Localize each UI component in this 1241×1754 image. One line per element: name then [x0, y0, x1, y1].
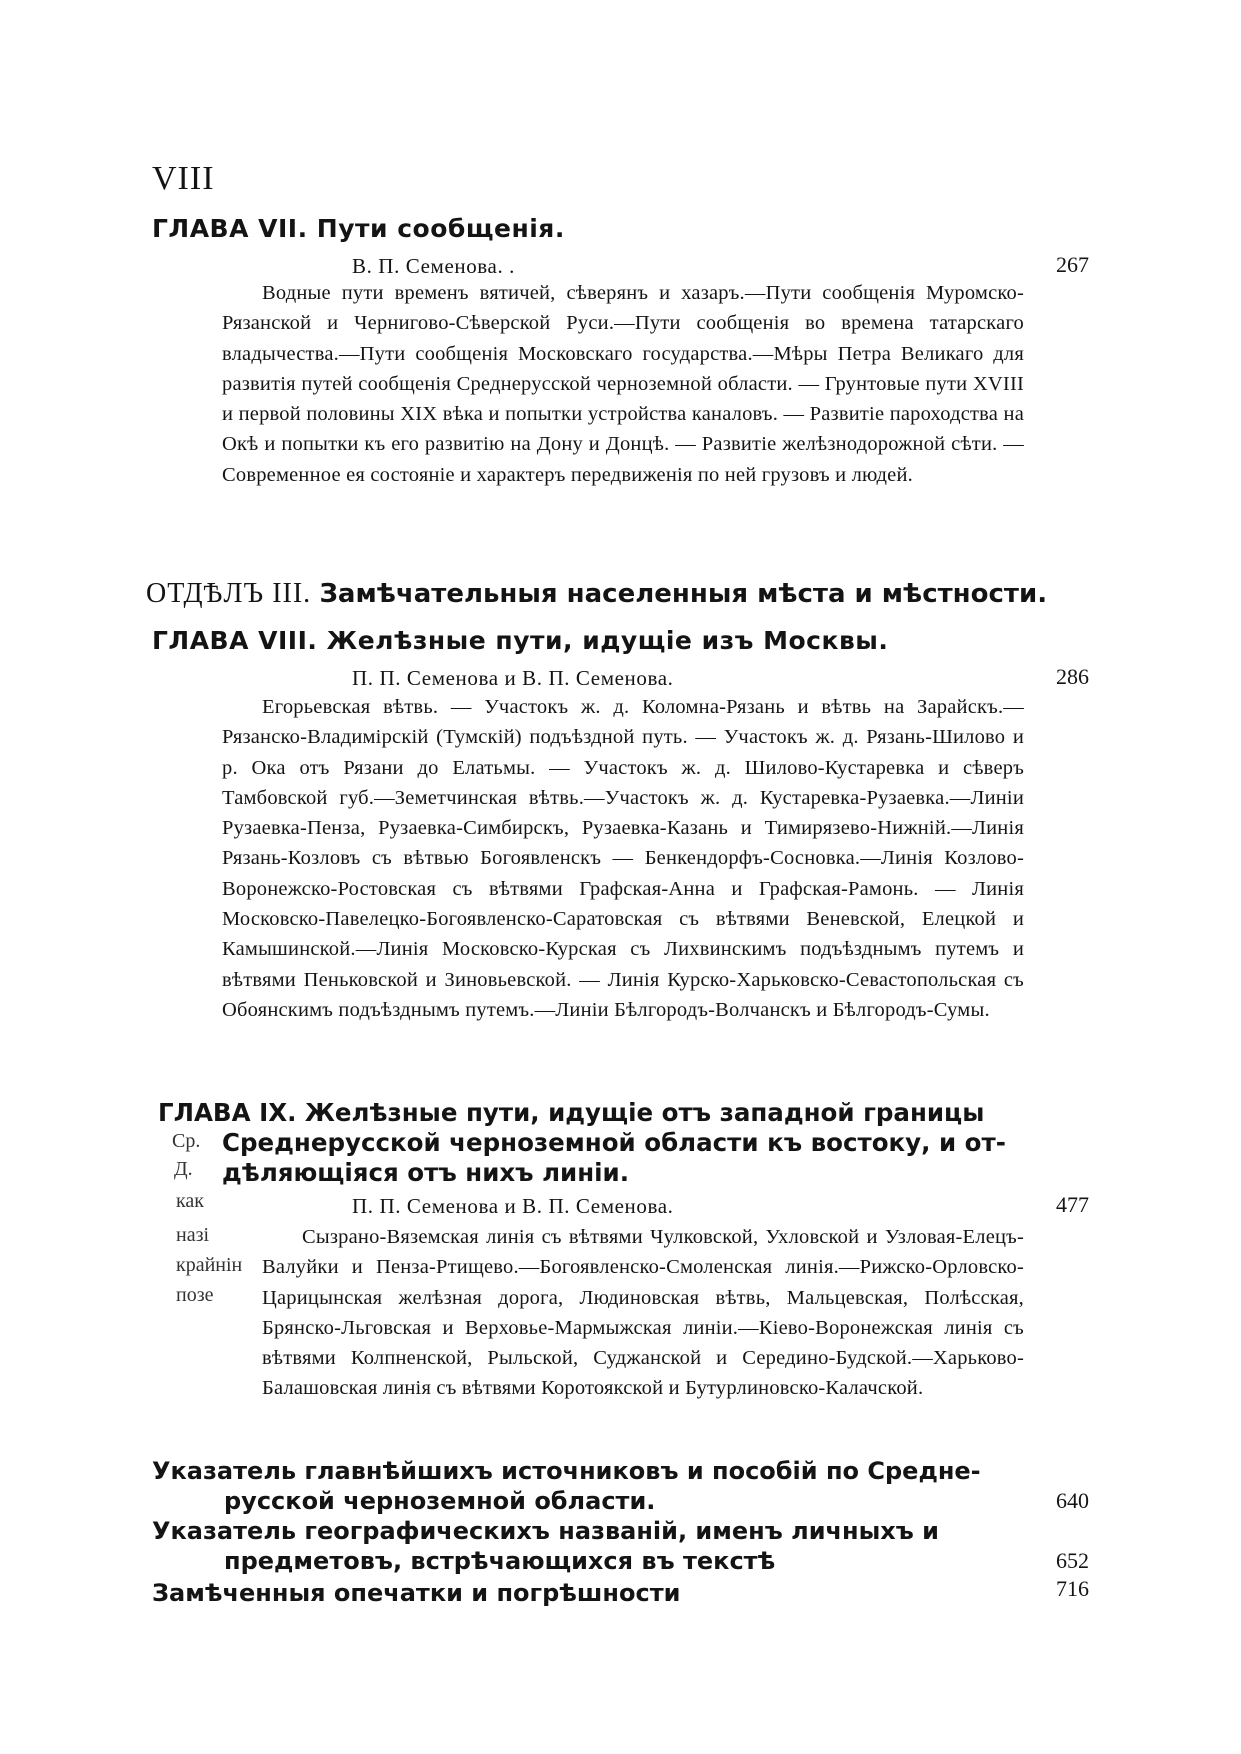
section-3-title: Замѣчательныя населенныя мѣста и мѣстности. — [319, 579, 1048, 609]
chapter-9-abstract — [262, 1222, 1024, 1404]
index-entry-sources-page: 640 — [1056, 1488, 1089, 1513]
margin-note-3: как — [176, 1190, 205, 1212]
margin-note-5: крайнін — [176, 1254, 243, 1276]
margin-note-4: назі — [176, 1224, 210, 1246]
chapter-8-page: 286 — [1056, 664, 1089, 689]
margin-note-6: позе — [176, 1284, 214, 1306]
page-number-roman: VIII — [152, 160, 215, 197]
index-entry-names-page: 652 — [1056, 1548, 1089, 1573]
chapter-7-abstract-text: Водные пути временъ вятичей, сѣверянъ и хазаръ.—Пути сообщенія Муромско-Рязанской и Черниговo-Сѣверской Руси.—Пути сообщенія во времена татарскаго владычества.—Пути сообщенія Московскаго государства.—Мѣры Петра Великаго для развитія путей сообщенія Среднерусской черноземной области. — Грунтовые пути XVIII и первой половины XIX вѣка и попытки устройства каналовъ. — Развитіе пароходства на Окѣ и попытки къ его развитію на Дону и Донцѣ. — Развитіе желѣзнодорожной сѣти. — Современное ея состояніе и характеръ передвиженія по ней грузовъ и людей. — [222, 282, 1024, 486]
chapter-9-page: 477 — [1056, 1192, 1089, 1217]
chapter-8-abstract-text: Егорьевская вѣтвь. — Участокъ ж. д. Коломна-Рязань и вѣтвь на Зарайскъ.—Рязанско-Владимірскій (Тумскій) подъѣздной путь. — Участокъ ж. д. Рязань-Шилово и р. Ока отъ Рязани до Елатьмы. — Участокъ ж. д. Шилово-Кустаревка и сѣверъ Тамбовской губ.—Земетчинская вѣтвь.—Участокъ ж. д. Кустаревка-Рузаевка.—Линіи Рузаевка-Пенза, Рузаевка-Симбирскъ, Рузаевка-Казань и Тимирязево-Нижній.—Линія Рязань-Козловъ съ вѣтвью Богоявленскъ — Бенкендорфъ-Сосновка.—Линія Козлово-Воронежско-Ростовская съ вѣтвями Графская-Анна и Графская-Рамонь. — Линія Московско-Павелецко-Богоявленско-Саратовская съ вѣтвями Веневской, Елецкой и Камышинской.—Линія Московско-Курская съ Лихвинскимъ подъѣзднымъ путемъ и вѣтвями Пеньковской и Зиновьевской. — Линія Курско-Харьковско-Севастопольская съ Обоянскимъ подъѣзднымъ путемъ.—Линіи Бѣлгородъ-Волчанскъ и Бѣлгородъ-Сумы. — [222, 696, 1024, 1021]
chapter-8-title: ГЛАВА VIII. Желѣзные пути, идущіе изъ Москвы. — [152, 626, 889, 655]
index-entry-errata-line-1: Замѣченныя опечатки и погрѣшности — [152, 1579, 681, 1607]
chapter-7-abstract — [222, 278, 1024, 490]
margin-note-2: Д. — [174, 1158, 193, 1180]
chapter-7-page: 267 — [1056, 252, 1089, 277]
margin-note-1: Ср. — [172, 1130, 201, 1152]
section-3-heading — [146, 578, 1047, 610]
chapter-9-title-line-2: Среднерусской черноземной области къ востоку, и от- — [222, 1128, 1006, 1157]
index-entry-sources-line-1: Указатель главнѣйшихъ источниковъ и пособій по Средне- — [152, 1457, 981, 1485]
index-entry-names — [152, 1516, 982, 1576]
chapter-8-author: П. П. Семенова и В. П. Семенова. — [352, 666, 674, 690]
index-entry-names-line-1: Указатель географическихъ названій, именъ личныхъ и — [152, 1517, 939, 1545]
index-entry-errata-page: 716 — [1056, 1576, 1089, 1601]
index-entry-errata — [152, 1578, 982, 1608]
chapter-9-abstract-text: Сызрано-Вяземская линія съ вѣтвями Чулковской, Ухловской и Узловая-Елецъ-Валуйки и Пенза-Ртищево.—Богоявленско-Смоленская линія.—Рижско-Орловско-Царицынская желѣзная дорога, Людиновская вѣтвь, Мальцевская, Полѣсская, Брянско-Льговская и Верховье-Мармыжская линіи.—Кіево-Воронежская линія съ вѣтвями Колпненской, Рыльской, Суджанской и Середино-Будской.—Харьково-Балашовская линія съ вѣтвями Коротоякской и Бутурлиновско-Калачской. — [262, 1226, 1024, 1400]
chapter-8-abstract — [222, 692, 1024, 1025]
chapter-9-author: П. П. Семенова и В. П. Семенова. — [352, 1194, 674, 1218]
index-entry-sources — [152, 1456, 982, 1516]
chapter-9-title — [158, 1098, 1022, 1188]
section-3-label: ОТДѢЛЪ III. — [146, 578, 312, 609]
index-entry-sources-line-2: русской черноземной области. — [224, 1487, 656, 1515]
chapter-7-author: В. П. Семенова. . — [352, 254, 516, 278]
index-entry-names-line-2: предметовъ, встрѣчающихся въ текстѣ — [224, 1547, 776, 1575]
chapter-9-title-line-3: дѣляющіяся отъ нихъ линіи. — [222, 1158, 630, 1187]
chapter-9-title-line-1: ГЛАВА IX. Желѣзные пути, идущіе отъ западной границы — [158, 1098, 985, 1127]
chapter-7-title: ГЛАВА VII. Пути сообщенія. — [152, 214, 565, 243]
